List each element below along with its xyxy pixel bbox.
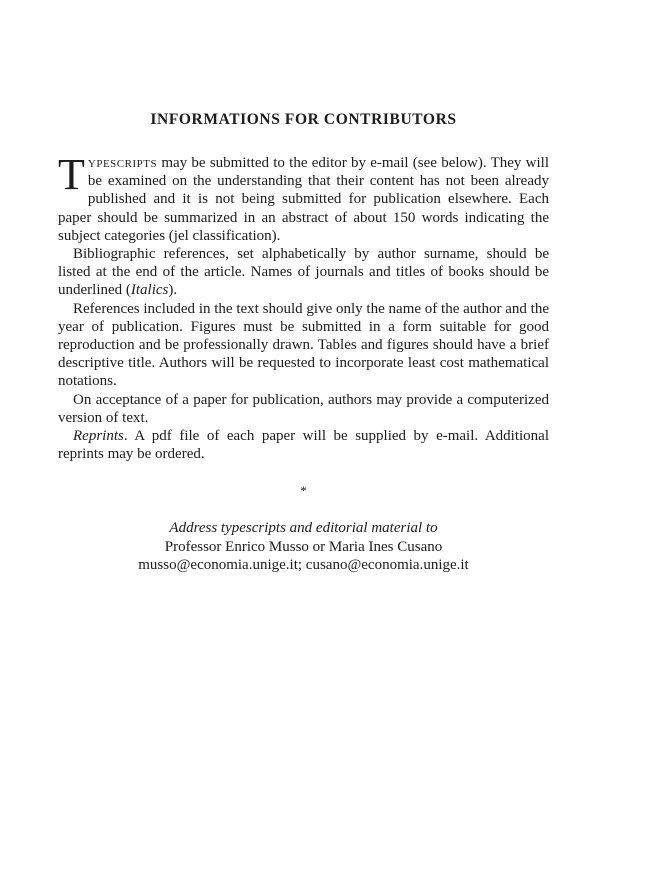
page (58, 0, 549, 880)
paragraph-acceptance (58, 391, 549, 427)
paragraph-text: ). (168, 282, 178, 299)
paragraph-text: may be submitted to the editor by e-mail (see below). They will be examined on the understanding that their content has not been already published and it is not being submitted for publication elsewhere. Each paper should be summarized in an abstract of about 150 words indicating the subject categories (jel classification). (58, 155, 549, 244)
address-block (58, 519, 549, 575)
paragraph-typescripts (58, 150, 549, 245)
paragraph-bibliography (58, 245, 549, 300)
italic-term: Reprints (73, 428, 124, 445)
body-text (58, 150, 549, 463)
paragraph-references (58, 300, 549, 391)
paragraph-reprints (58, 427, 549, 463)
paragraph-text: . A pdf file of each paper will be supplied by e-mail. Additional reprints may be ordered. (58, 428, 549, 463)
italic-term: Italics (130, 282, 169, 299)
address-intro: Address typescripts and editorial material to (169, 520, 438, 536)
address-emails: musso@economia.unige.it; cusano@economia.unige.it (138, 557, 469, 573)
paragraph-text: References included in the text should give only the name of the author and the year of publication. Figures must be submitted in a form suitable for good reproduction and be professionally drawn. Tables and figures should have a brief descriptive title. Authors will be requested to incorporate least cost mathematical notations. (58, 300, 549, 390)
section-separator: * (300, 483, 307, 498)
smallcaps-lead: ypescripts (87, 155, 158, 171)
paragraph-text: On acceptance of a paper for publication, authors may provide a computerized version of text. (58, 391, 549, 426)
drop-cap: T (58, 150, 85, 199)
paragraph-text: Bibliographic references, set alphabetically by author surname, should be listed at the end of the article. Names of journals and titles of books should be underlined ( (58, 246, 549, 299)
page-title: INFORMATIONS FOR CONTRIBUTORS (150, 111, 457, 128)
address-names: Professor Enrico Musso or Maria Ines Cusano (164, 538, 443, 555)
